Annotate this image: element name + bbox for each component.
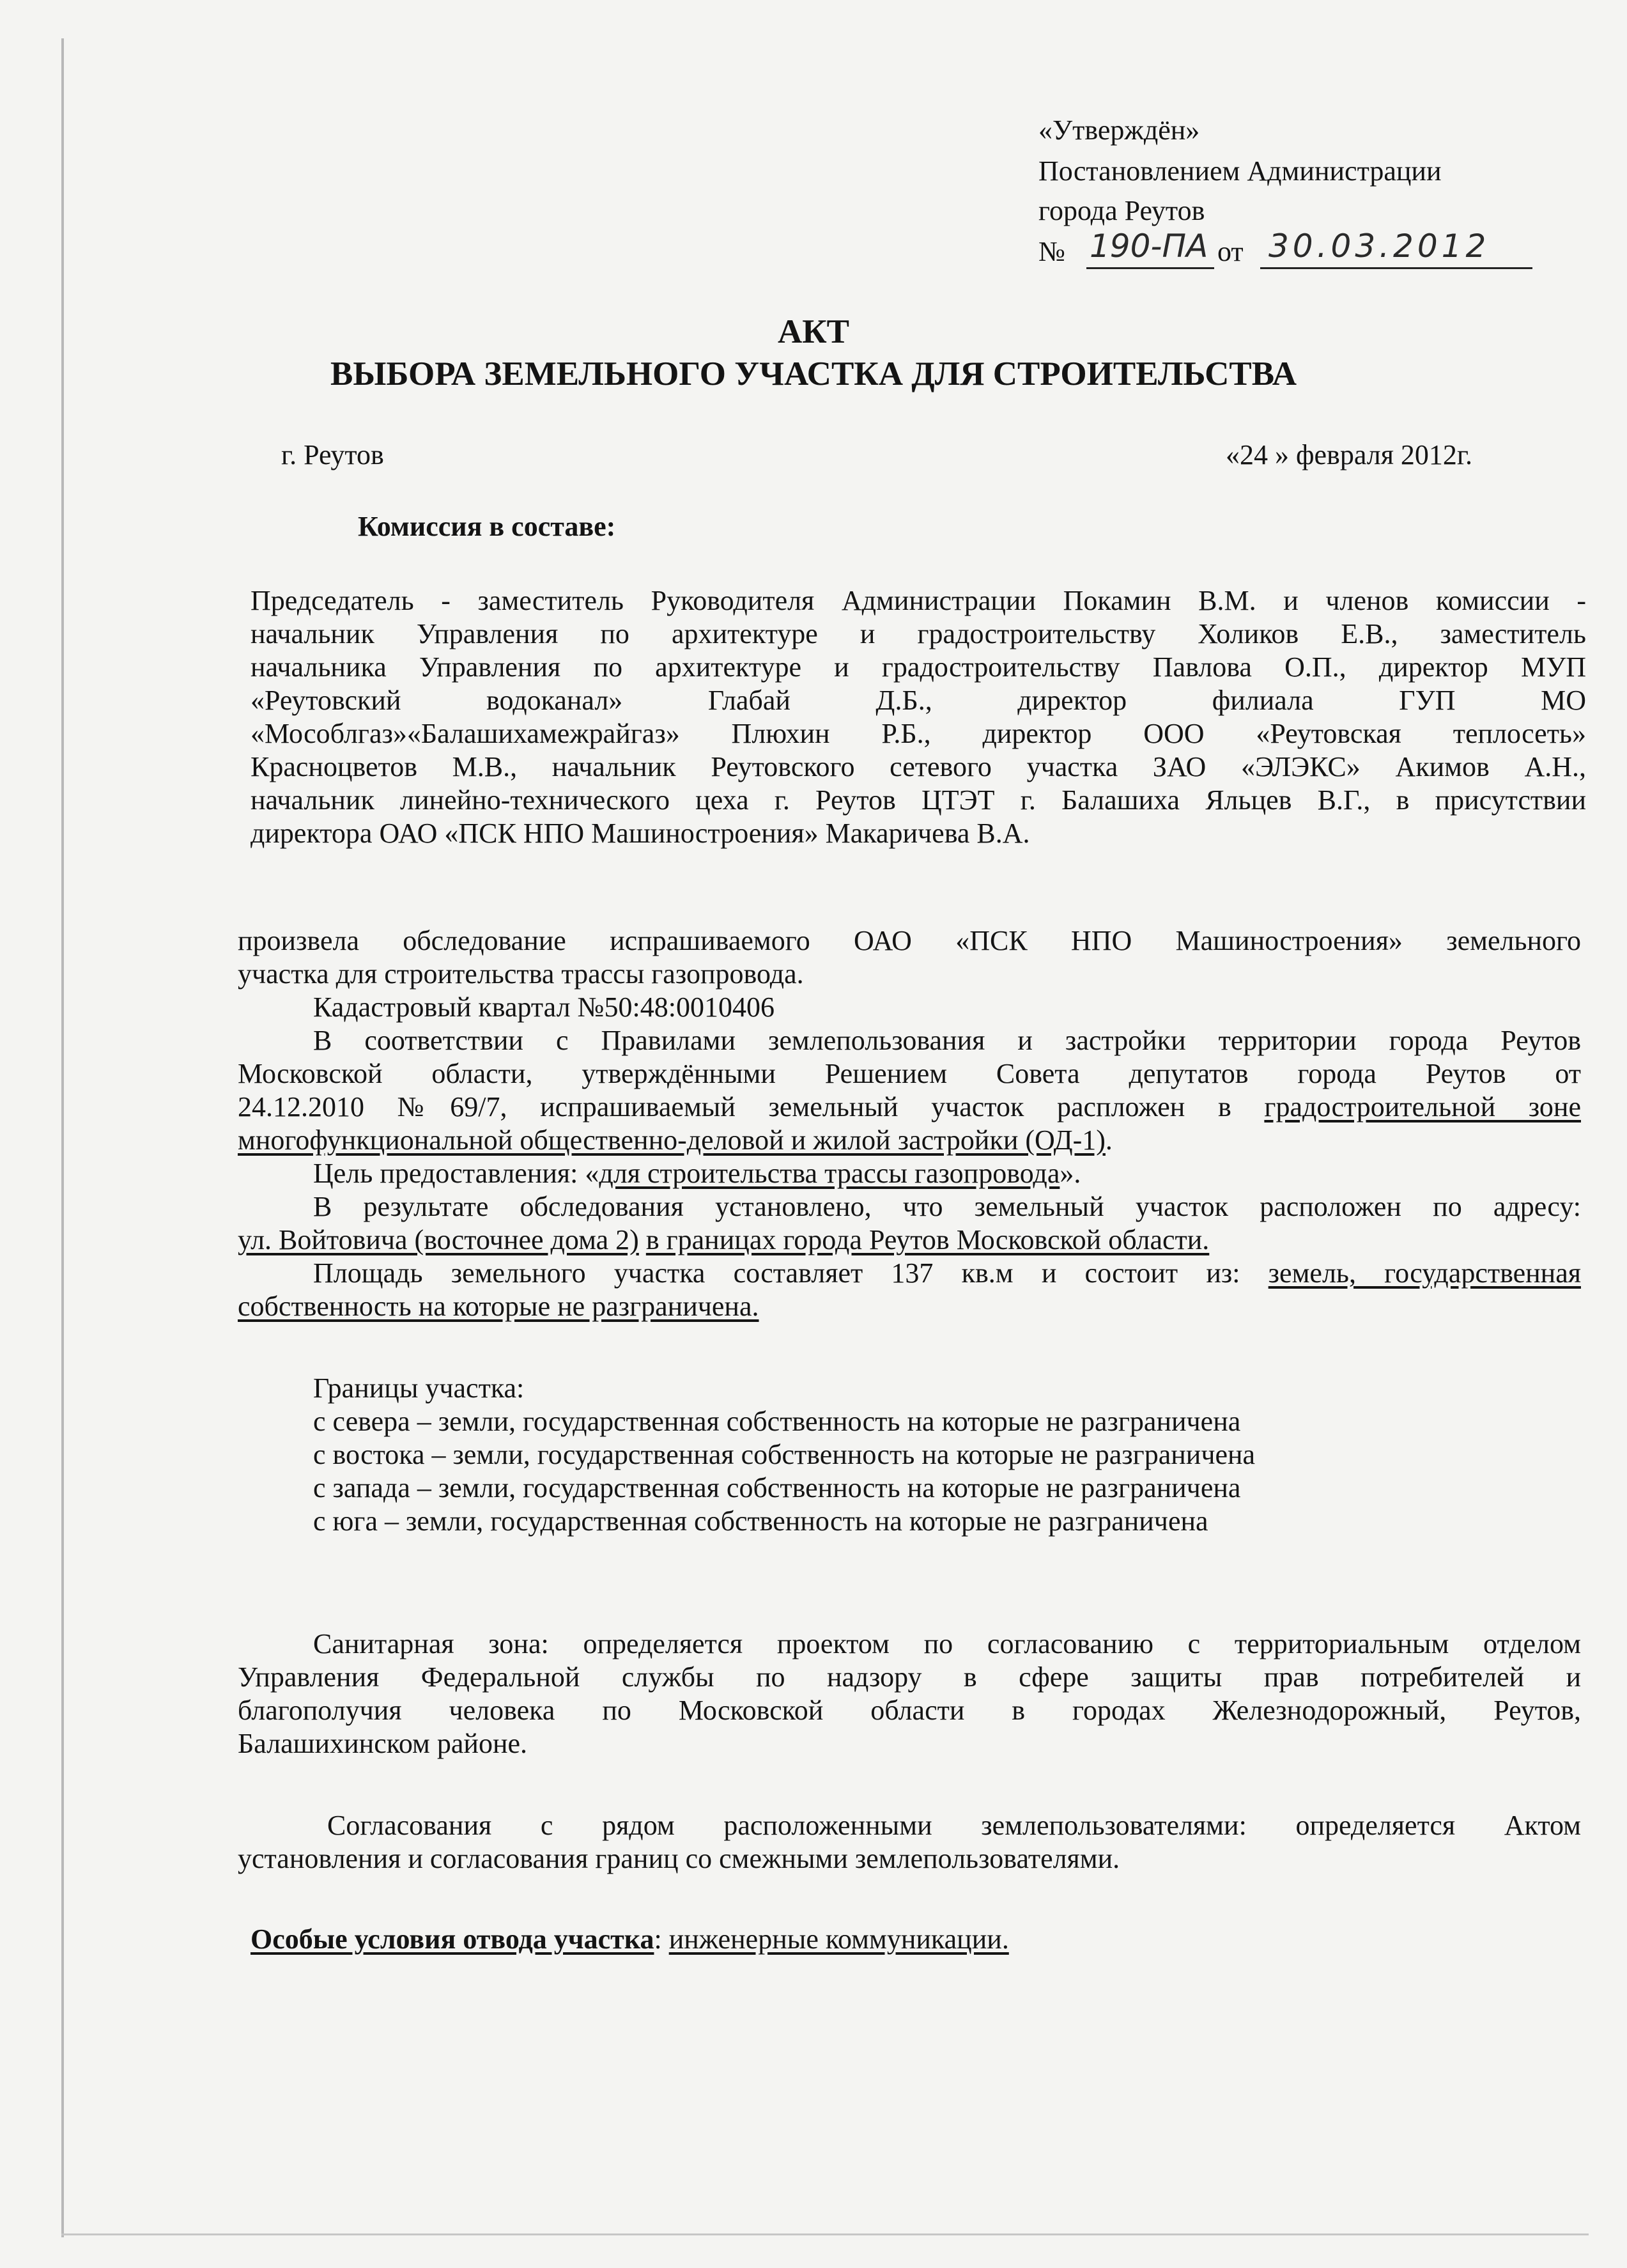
agreement-line: установления и согласования границ со смежными землепользователями.	[238, 1843, 1120, 1874]
purpose-label: Цель предоставления: «	[313, 1158, 599, 1189]
address-city: в границах города Реутов Московской области.	[645, 1224, 1210, 1255]
sanitary-line: благополучия человека по Московской области в городах Железнодорожный, Реутов,	[238, 1695, 1581, 1726]
rules-line: В соответствии с Правилами землепользования и застройки территории города Реутов	[313, 1025, 1581, 1056]
address-value-line	[238, 1223, 1209, 1256]
approval-line-1: «Утверждён»	[1038, 114, 1200, 146]
rules-end: .	[1105, 1124, 1113, 1156]
border-north: с севера – земли, государственная собственность на которые не разграничена	[313, 1406, 1241, 1437]
zone-name-underlined: многофункциональной общественно-деловой и жилой застройки (ОД-1)	[238, 1124, 1106, 1156]
sanitary-line: Балашихинском районе.	[238, 1728, 528, 1759]
rules-line: Московской области, утверждёнными Решением Совета депутатов города Реутов от	[238, 1058, 1581, 1089]
borders-heading: Границы участка:	[313, 1372, 525, 1404]
special-conditions-line: Особые условия отвода участка: инженерные коммуникации.	[251, 1923, 1009, 1955]
document-subtitle: ВЫБОРА ЗЕМЕЛЬНОГО УЧАСТКА ДЛЯ СТРОИТЕЛЬСТВА	[330, 355, 1297, 392]
border-west: с запада – земли, государственная собственность на которые не разграничена	[313, 1472, 1241, 1503]
special-conditions-value: инженерные коммуникации.	[668, 1923, 1009, 1955]
approval-number-handwritten: 190-ПА	[1090, 228, 1208, 265]
purpose-value: для строительства трассы газопровода	[599, 1158, 1060, 1189]
document-title: АКТ	[777, 313, 850, 350]
border-south: с юга – земли, государственная собственность на которые не разграничена	[313, 1505, 1208, 1537]
date-underline	[1260, 267, 1532, 269]
area-text: Площадь земельного участка составляет 137 кв.м и состоит из:	[313, 1257, 1268, 1289]
place: г. Реутов	[281, 439, 384, 470]
special-conditions-label: Особые условия отвода участка	[251, 1923, 654, 1955]
zone-text-underlined: градостроительной зоне	[1264, 1091, 1581, 1122]
area-ownership: собственность на которые не разграничена.	[238, 1291, 759, 1322]
approval-line-3: города Реутов	[1038, 195, 1205, 226]
approval-date-handwritten: 30.03.2012	[1268, 228, 1490, 265]
border-east: с востока – земли, государственная собственность на которые не разграничена	[313, 1439, 1256, 1470]
commission-line: «Реутовский водоканал» Глабай Д.Б., директор филиала ГУП МО	[251, 685, 1586, 716]
approval-line-2: Постановлением Администрации	[1038, 155, 1442, 187]
commission-line: «Мособлгаз»«Балашихамежрайгаз» Плюхин Р.Б., директор ООО «Реутовская теплосеть»	[251, 718, 1586, 749]
area-line	[313, 1257, 1581, 1289]
area-land-type: земель, государственная	[1268, 1257, 1581, 1289]
agreement-line: Согласования с рядом расположенными землепользователями: определяется Актом	[327, 1810, 1581, 1841]
sanitary-line: Санитарная зона: определяется проектом по согласованию с территориальным отделом	[313, 1628, 1581, 1659]
address-line: В результате обследования установлено, что земельный участок расположен по адресу:	[313, 1191, 1581, 1222]
sanitary-line: Управления Федеральной службы по надзору в сфере защиты прав потребителей и	[238, 1661, 1581, 1693]
commission-heading: Комиссия в составе:	[358, 511, 616, 542]
purpose-end: ».	[1060, 1158, 1081, 1189]
rules-line	[238, 1091, 1581, 1123]
commission-line: начальника Управления по архитектуре и градостроительству Павлова О.П., директор МУП	[251, 651, 1586, 683]
act-date: «24 » февраля 2012г.	[1226, 439, 1473, 470]
address-street: ул. Войтовича (восточнее дома 2)	[238, 1224, 639, 1255]
approval-from-word: от	[1217, 236, 1244, 267]
cadastral-quarter: Кадастровый квартал №50:48:0010406	[313, 991, 775, 1023]
scan-border-bottom	[61, 2233, 1589, 2235]
rules-line	[238, 1124, 1113, 1156]
commission-line: Красноцветов М.В., начальник Реутовского сетевого участка ЗАО «ЭЛЭКС» Акимов А.Н.,	[251, 751, 1586, 782]
survey-line: произвела обследование испрашиваемого ОАО «ПСК НПО Машиностроения» земельного	[238, 925, 1581, 956]
survey-line: участка для строительства трассы газопровода.	[238, 958, 804, 990]
commission-line: начальник линейно-технического цеха г. Реутов ЦТЭТ г. Балашиха Яльцев В.Г., в присутствии	[251, 784, 1586, 816]
commission-line: директора ОАО «ПСК НПО Машиностроения» Макаричева В.А.	[251, 818, 1030, 849]
commission-line: начальник Управления по архитектуре и градостроительству Холиков Е.В., заместитель	[251, 618, 1586, 649]
area-line-2	[238, 1290, 759, 1323]
approval-number-prefix: №	[1038, 236, 1065, 267]
purpose-line	[313, 1157, 1081, 1190]
commission-line: Председатель - заместитель Руководителя Администрации Покамин В.М. и членов комиссии -	[251, 585, 1586, 616]
number-underline	[1086, 267, 1214, 269]
rules-text: 24.12.2010 №69/7, испрашиваемый земельный участок распложен в	[238, 1091, 1265, 1122]
